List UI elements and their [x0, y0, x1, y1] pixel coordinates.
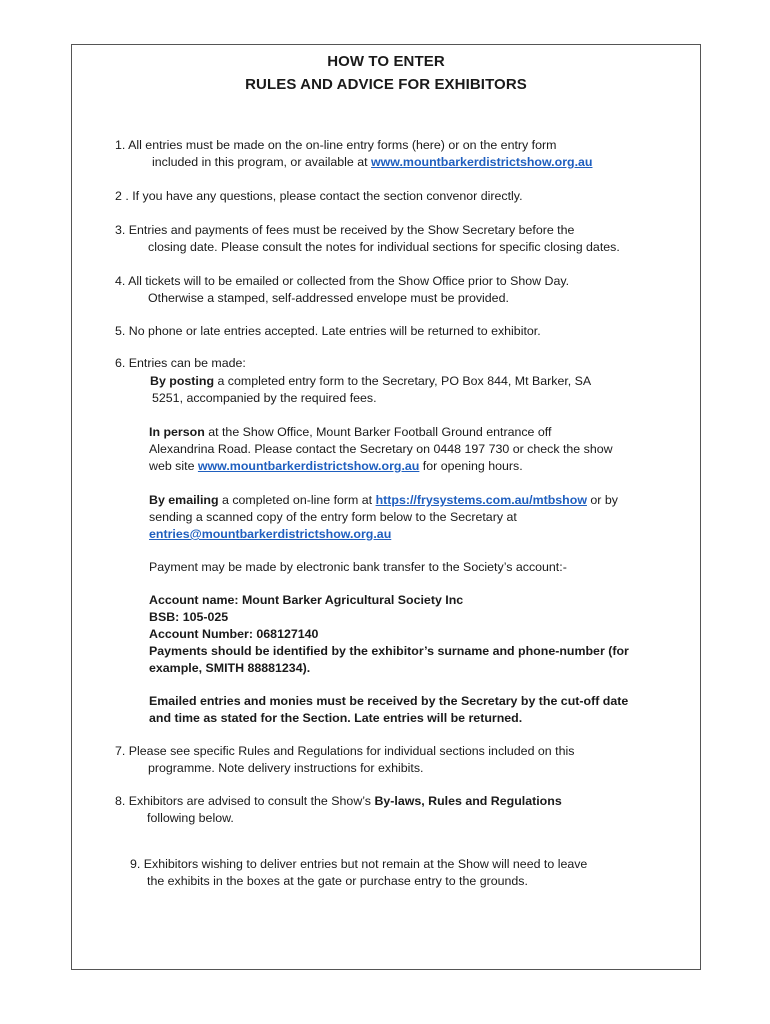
item-8-text: 8. Exhibitors are advised to consult the Show’s [115, 794, 375, 808]
item-4-line-2: Otherwise a stamped, self-addressed envelope must be provided. [148, 291, 509, 305]
emailed-entries-line-2: and time as stated for the Section. Late entries will be returned. [149, 711, 523, 725]
account-name: Account name: Mount Barker Agricultural Society Inc [149, 593, 464, 607]
person-line-2: Alexandrina Road. Please contact the Secretary on 0448 197 730 or check the show [149, 442, 613, 456]
item-1-line-1: 1. All entries must be made on the on-line entry forms (here) or on the entry form [115, 138, 557, 152]
item-1-text: included in this program, or available at [152, 155, 372, 169]
secretary-email-link[interactable]: entries@mountbarkerdistrictshow.org.au [149, 527, 392, 541]
item-1-line-2 [152, 154, 592, 171]
bsb: BSB: 105-025 [149, 610, 229, 624]
person-web-prefix: web site [149, 459, 198, 473]
email-line-2: sending a scanned copy of the entry form below to the Secretary at [149, 510, 517, 524]
account-number: Account Number: 068127140 [149, 627, 319, 641]
email-suffix: or by [586, 493, 618, 507]
payment-identified-line-1: Payments should be identified by the exhibitor’s surname and phone-number (for [149, 644, 629, 658]
website-link[interactable]: www.mountbarkerdistrictshow.org.au [371, 155, 593, 169]
item-9-line-2: the exhibits in the boxes at the gate or purchase entry to the grounds. [147, 874, 528, 888]
title-line-1: HOW TO ENTER [327, 53, 445, 70]
bylaws-label: By-laws, Rules and Regulations [374, 794, 562, 808]
posting-line-2: 5251, accompanied by the required fees. [152, 391, 377, 405]
posting-text: a completed entry form to the Secretary, PO Box 844, Mt Barker, SA [214, 374, 592, 388]
person-web-suffix: for opening hours. [419, 459, 523, 473]
item-9-line-1: 9. Exhibitors wishing to deliver entries but not remain at the Show will need to leave [130, 857, 588, 871]
posting-line-1 [150, 373, 591, 390]
website-link-2[interactable]: www.mountbarkerdistrictshow.org.au [197, 459, 420, 473]
email-line-3 [149, 526, 391, 543]
person-text: at the Show Office, Mount Barker Football Ground entrance off [204, 425, 552, 439]
item-2-line-1: 2 . If you have any questions, please contact the section convenor directly. [115, 189, 523, 203]
frysystems-link[interactable]: https://frysystems.com.au/mtbshow [375, 493, 587, 507]
email-line-1 [149, 492, 618, 509]
item-8-line-1 [115, 793, 562, 810]
item-3-line-1: 3. Entries and payments of fees must be received by the Show Secretary before the [115, 223, 575, 237]
posting-label: By posting [150, 374, 215, 388]
item-7-line-1: 7. Please see specific Rules and Regulations for individual sections included on this [115, 744, 575, 758]
payment-identified-line-2: example, SMITH 88881234). [149, 661, 311, 675]
item-5-line-1: 5. No phone or late entries accepted. Late entries will be returned to exhibitor. [115, 324, 541, 338]
item-4-line-1: 4. All tickets will to be emailed or collected from the Show Office prior to Show Day. [115, 274, 570, 288]
emailed-entries-line-1: Emailed entries and monies must be received by the Secretary by the cut-off date [149, 694, 629, 708]
person-line-3 [149, 458, 523, 475]
item-8-line-2: following below. [147, 811, 234, 825]
item-6-line-1: 6. Entries can be made: [115, 356, 246, 370]
email-label: By emailing [149, 493, 219, 507]
person-line-1 [149, 424, 551, 441]
payment-line: Payment may be made by electronic bank transfer to the Society’s account:- [149, 560, 567, 574]
email-text: a completed on-line form at [218, 493, 376, 507]
item-7-line-2: programme. Note delivery instructions for exhibits. [148, 761, 424, 775]
person-label: In person [149, 425, 205, 439]
item-3-line-2: closing date. Please consult the notes for individual sections for specific closing dates. [148, 240, 620, 254]
title-line-2: RULES AND ADVICE FOR EXHIBITORS [245, 76, 527, 93]
document-page [71, 44, 701, 970]
